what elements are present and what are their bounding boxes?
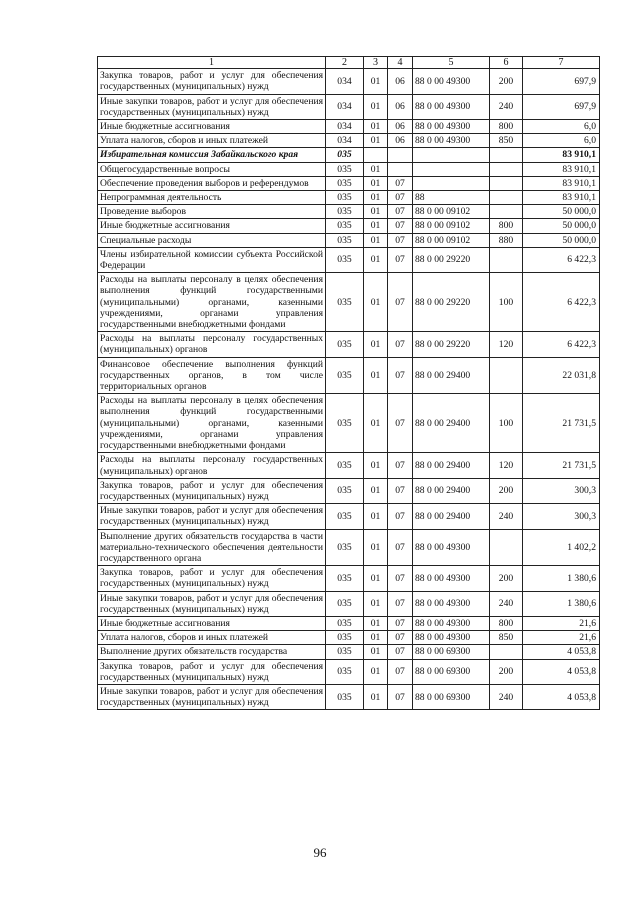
row-section-code: 01 — [364, 453, 388, 478]
row-target-article: 88 0 00 49300 — [413, 591, 490, 616]
table-row — [98, 148, 600, 162]
row-name: Члены избирательной комиссии субъекта Российской Федерации — [98, 247, 326, 272]
row-target-article: 88 0 00 09102 — [413, 205, 490, 219]
row-expense-type: 240 — [490, 684, 523, 709]
table-row — [98, 332, 600, 357]
row-expense-type: 240 — [490, 591, 523, 616]
row-ved-code: 035 — [326, 394, 364, 453]
row-section-code: 01 — [364, 120, 388, 134]
row-expense-type: 850 — [490, 631, 523, 645]
table-row — [98, 591, 600, 616]
row-ved-code: 035 — [326, 684, 364, 709]
row-expense-type: 240 — [490, 94, 523, 119]
row-subsection-code: 07 — [388, 504, 413, 529]
table-row — [98, 247, 600, 272]
row-ved-code: 035 — [326, 191, 364, 205]
row-name: Иные закупки товаров, работ и услуг для обеспечения государственных (муниципальных) нужд — [98, 94, 326, 119]
row-expense-type — [490, 191, 523, 205]
row-amount: 300,3 — [523, 504, 600, 529]
row-section-code: 01 — [364, 94, 388, 119]
row-target-article: 88 0 00 29400 — [413, 357, 490, 394]
row-section-code: 01 — [364, 247, 388, 272]
row-ved-code: 035 — [326, 357, 364, 394]
table-row — [98, 94, 600, 119]
row-name: Обеспечение проведения выборов и референдумов — [98, 176, 326, 190]
row-subsection-code: 07 — [388, 394, 413, 453]
row-amount: 50 000,0 — [523, 219, 600, 233]
row-target-article: 88 0 00 29220 — [413, 247, 490, 272]
row-expense-type: 200 — [490, 566, 523, 591]
row-ved-code: 034 — [326, 69, 364, 94]
row-amount: 6,0 — [523, 120, 600, 134]
row-section-code: 01 — [364, 616, 388, 630]
row-section-code: 01 — [364, 566, 388, 591]
row-subsection-code: 07 — [388, 529, 413, 566]
table-row — [98, 504, 600, 529]
row-section-code: 01 — [364, 529, 388, 566]
table-row — [98, 357, 600, 394]
row-amount: 21 731,5 — [523, 394, 600, 453]
row-section-code: 01 — [364, 69, 388, 94]
row-name: Закупка товаров, работ и услуг для обеспечения государственных (муниципальных) нужд — [98, 566, 326, 591]
row-name: Расходы на выплаты персоналу государственных (муниципальных) органов — [98, 332, 326, 357]
row-section-code: 01 — [364, 645, 388, 659]
row-section-code: 01 — [364, 591, 388, 616]
row-subsection-code: 07 — [388, 233, 413, 247]
row-name: Уплата налогов, сборов и иных платежей — [98, 134, 326, 148]
row-name: Иные бюджетные ассигнования — [98, 219, 326, 233]
row-expense-type: 200 — [490, 659, 523, 684]
row-target-article: 88 0 00 29400 — [413, 394, 490, 453]
row-target-article: 88 0 00 49300 — [413, 134, 490, 148]
row-section-code: 01 — [364, 684, 388, 709]
row-ved-code: 035 — [326, 631, 364, 645]
row-expense-type: 800 — [490, 219, 523, 233]
header-cell-rz: 3 — [364, 57, 388, 69]
header-cell-sum: 7 — [523, 57, 600, 69]
row-name: Иные закупки товаров, работ и услуг для обеспечения государственных (муниципальных) нужд — [98, 591, 326, 616]
row-subsection-code: 06 — [388, 94, 413, 119]
row-expense-type: 200 — [490, 69, 523, 94]
row-name: Закупка товаров, работ и услуг для обеспечения государственных (муниципальных) нужд — [98, 69, 326, 94]
row-amount: 50 000,0 — [523, 233, 600, 247]
row-subsection-code: 07 — [388, 191, 413, 205]
row-amount: 4 053,8 — [523, 684, 600, 709]
row-section-code: 01 — [364, 233, 388, 247]
table-row — [98, 191, 600, 205]
row-amount: 1 402,2 — [523, 529, 600, 566]
table-row — [98, 162, 600, 176]
row-expense-type — [490, 645, 523, 659]
row-expense-type: 850 — [490, 134, 523, 148]
table-row — [98, 205, 600, 219]
row-name: Выполнение других обязательств государства в части материально-технического обеспечения деятельности государственного органа — [98, 529, 326, 566]
table-row — [98, 453, 600, 478]
row-subsection-code: 07 — [388, 616, 413, 630]
header-row — [98, 57, 600, 69]
header-cell-name: 1 — [98, 57, 326, 69]
row-ved-code: 035 — [326, 233, 364, 247]
row-ved-code: 034 — [326, 134, 364, 148]
row-expense-type — [490, 357, 523, 394]
row-amount: 83 910,1 — [523, 148, 600, 162]
row-subsection-code: 07 — [388, 684, 413, 709]
row-expense-type: 800 — [490, 616, 523, 630]
row-subsection-code: 07 — [388, 219, 413, 233]
row-name: Проведение выборов — [98, 205, 326, 219]
row-subsection-code: 07 — [388, 205, 413, 219]
row-ved-code: 034 — [326, 120, 364, 134]
row-expense-type — [490, 205, 523, 219]
row-amount: 21,6 — [523, 616, 600, 630]
table-row — [98, 645, 600, 659]
row-subsection-code: 07 — [388, 645, 413, 659]
row-expense-type — [490, 529, 523, 566]
row-amount: 21,6 — [523, 631, 600, 645]
row-amount: 300,3 — [523, 478, 600, 503]
row-expense-type — [490, 176, 523, 190]
row-target-article: 88 0 00 49300 — [413, 120, 490, 134]
table-row — [98, 120, 600, 134]
row-section-code: 01 — [364, 394, 388, 453]
row-section-code: 01 — [364, 273, 388, 332]
table-row — [98, 529, 600, 566]
table-row — [98, 176, 600, 190]
row-section-code: 01 — [364, 134, 388, 148]
row-expense-type: 120 — [490, 332, 523, 357]
row-section-code: 01 — [364, 357, 388, 394]
row-target-article — [413, 148, 490, 162]
row-section-code: 01 — [364, 332, 388, 357]
row-target-article: 88 0 00 69300 — [413, 684, 490, 709]
row-subsection-code: 07 — [388, 357, 413, 394]
row-target-article: 88 0 00 49300 — [413, 529, 490, 566]
row-ved-code: 035 — [326, 504, 364, 529]
row-subsection-code — [388, 148, 413, 162]
row-amount: 83 910,1 — [523, 176, 600, 190]
row-target-article: 88 0 00 49300 — [413, 69, 490, 94]
row-expense-type: 200 — [490, 478, 523, 503]
row-name: Финансовое обеспечение выполнения функций государственных органов, в том числе территориальных органов — [98, 357, 326, 394]
row-amount: 22 031,8 — [523, 357, 600, 394]
row-subsection-code: 07 — [388, 631, 413, 645]
row-section-code: 01 — [364, 504, 388, 529]
table-row — [98, 134, 600, 148]
row-expense-type — [490, 148, 523, 162]
row-ved-code: 035 — [326, 566, 364, 591]
header-cell-vr: 6 — [490, 57, 523, 69]
row-amount: 6 422,3 — [523, 332, 600, 357]
row-ved-code: 035 — [326, 478, 364, 503]
row-ved-code: 035 — [326, 219, 364, 233]
row-name: Иные закупки товаров, работ и услуг для обеспечения государственных (муниципальных) нужд — [98, 504, 326, 529]
row-subsection-code: 07 — [388, 273, 413, 332]
table-row — [98, 566, 600, 591]
row-ved-code: 035 — [326, 247, 364, 272]
header-cell-pr: 4 — [388, 57, 413, 69]
row-amount: 83 910,1 — [523, 162, 600, 176]
row-amount: 6,0 — [523, 134, 600, 148]
row-name: Расходы на выплаты персоналу в целях обеспечения выполнения функций государственными (муниципальными) органами, казенными учреждениями, органами управления государственными внебюджетными фондами — [98, 273, 326, 332]
row-subsection-code: 07 — [388, 478, 413, 503]
table-row — [98, 478, 600, 503]
row-ved-code: 035 — [326, 591, 364, 616]
row-name: Общегосударственные вопросы — [98, 162, 326, 176]
row-name: Закупка товаров, работ и услуг для обеспечения государственных (муниципальных) нужд — [98, 659, 326, 684]
row-target-article: 88 0 00 29400 — [413, 478, 490, 503]
row-amount: 4 053,8 — [523, 659, 600, 684]
row-target-article: 88 0 00 09102 — [413, 233, 490, 247]
row-expense-type — [490, 162, 523, 176]
row-target-article: 88 0 00 49300 — [413, 94, 490, 119]
row-ved-code: 035 — [326, 148, 364, 162]
row-target-article: 88 0 00 09102 — [413, 219, 490, 233]
row-name: Расходы на выплаты персоналу в целях обеспечения выполнения функций государственными (муниципальными) органами, казенными учреждениями, органами управления государственными внебюджетными фондами — [98, 394, 326, 453]
table-row — [98, 616, 600, 630]
row-amount: 697,9 — [523, 94, 600, 119]
row-name: Непрограммная деятельность — [98, 191, 326, 205]
budget-table — [97, 56, 600, 710]
row-subsection-code: 06 — [388, 69, 413, 94]
row-expense-type: 240 — [490, 504, 523, 529]
row-target-article: 88 0 00 49300 — [413, 566, 490, 591]
row-subsection-code: 07 — [388, 659, 413, 684]
table-body — [98, 57, 600, 710]
row-name: Закупка товаров, работ и услуг для обеспечения государственных (муниципальных) нужд — [98, 478, 326, 503]
row-amount: 21 731,5 — [523, 453, 600, 478]
row-target-article: 88 0 00 29220 — [413, 332, 490, 357]
table-row — [98, 219, 600, 233]
row-name: Избирательная комиссия Забайкальского края — [98, 148, 326, 162]
row-section-code: 01 — [364, 478, 388, 503]
row-target-article: 88 0 00 49300 — [413, 616, 490, 630]
row-amount: 1 380,6 — [523, 591, 600, 616]
row-expense-type — [490, 247, 523, 272]
row-amount: 697,9 — [523, 69, 600, 94]
row-section-code: 01 — [364, 205, 388, 219]
row-subsection-code: 07 — [388, 591, 413, 616]
row-target-article: 88 0 00 49300 — [413, 631, 490, 645]
table-row — [98, 69, 600, 94]
row-section-code: 01 — [364, 162, 388, 176]
row-amount: 50 000,0 — [523, 205, 600, 219]
row-ved-code: 035 — [326, 162, 364, 176]
row-ved-code: 035 — [326, 659, 364, 684]
row-expense-type: 100 — [490, 394, 523, 453]
row-target-article: 88 0 00 69300 — [413, 645, 490, 659]
row-ved-code: 035 — [326, 332, 364, 357]
row-expense-type: 120 — [490, 453, 523, 478]
header-cell-csr: 5 — [413, 57, 490, 69]
row-target-article: 88 0 00 29220 — [413, 273, 490, 332]
row-section-code — [364, 148, 388, 162]
row-amount: 6 422,3 — [523, 247, 600, 272]
row-subsection-code: 06 — [388, 134, 413, 148]
row-subsection-code: 07 — [388, 247, 413, 272]
row-ved-code: 035 — [326, 616, 364, 630]
row-section-code: 01 — [364, 659, 388, 684]
row-target-article: 88 0 00 29400 — [413, 453, 490, 478]
table-row — [98, 659, 600, 684]
header-cell-ved: 2 — [326, 57, 364, 69]
row-subsection-code: 07 — [388, 566, 413, 591]
table-row — [98, 394, 600, 453]
row-subsection-code: 07 — [388, 332, 413, 357]
row-ved-code: 035 — [326, 529, 364, 566]
row-expense-type: 880 — [490, 233, 523, 247]
row-ved-code: 035 — [326, 645, 364, 659]
row-target-article: 88 0 00 69300 — [413, 659, 490, 684]
row-target-article: 88 0 00 29400 — [413, 504, 490, 529]
row-subsection-code: 07 — [388, 176, 413, 190]
row-amount: 4 053,8 — [523, 645, 600, 659]
row-name: Иные бюджетные ассигнования — [98, 120, 326, 134]
budget-table-container — [97, 56, 599, 710]
row-section-code: 01 — [364, 176, 388, 190]
page-number: 96 — [313, 845, 327, 860]
table-row — [98, 684, 600, 709]
table-row — [98, 233, 600, 247]
row-section-code: 01 — [364, 191, 388, 205]
row-subsection-code: 07 — [388, 453, 413, 478]
row-subsection-code — [388, 162, 413, 176]
row-ved-code: 035 — [326, 453, 364, 478]
row-section-code: 01 — [364, 631, 388, 645]
row-target-article — [413, 162, 490, 176]
row-name: Выполнение других обязательств государства — [98, 645, 326, 659]
row-section-code: 01 — [364, 219, 388, 233]
row-amount: 6 422,3 — [523, 273, 600, 332]
row-expense-type: 100 — [490, 273, 523, 332]
row-ved-code: 034 — [326, 94, 364, 119]
row-target-article: 88 — [413, 191, 490, 205]
row-name: Иные закупки товаров, работ и услуг для обеспечения государственных (муниципальных) нужд — [98, 684, 326, 709]
row-name: Уплата налогов, сборов и иных платежей — [98, 631, 326, 645]
row-amount: 83 910,1 — [523, 191, 600, 205]
row-ved-code: 035 — [326, 205, 364, 219]
row-name: Иные бюджетные ассигнования — [98, 616, 326, 630]
row-expense-type: 800 — [490, 120, 523, 134]
table-row — [98, 631, 600, 645]
row-amount: 1 380,6 — [523, 566, 600, 591]
row-ved-code: 035 — [326, 176, 364, 190]
row-ved-code: 035 — [326, 273, 364, 332]
table-row — [98, 273, 600, 332]
row-target-article — [413, 176, 490, 190]
row-name: Расходы на выплаты персоналу государственных (муниципальных) органов — [98, 453, 326, 478]
row-subsection-code: 06 — [388, 120, 413, 134]
row-name: Специальные расходы — [98, 233, 326, 247]
